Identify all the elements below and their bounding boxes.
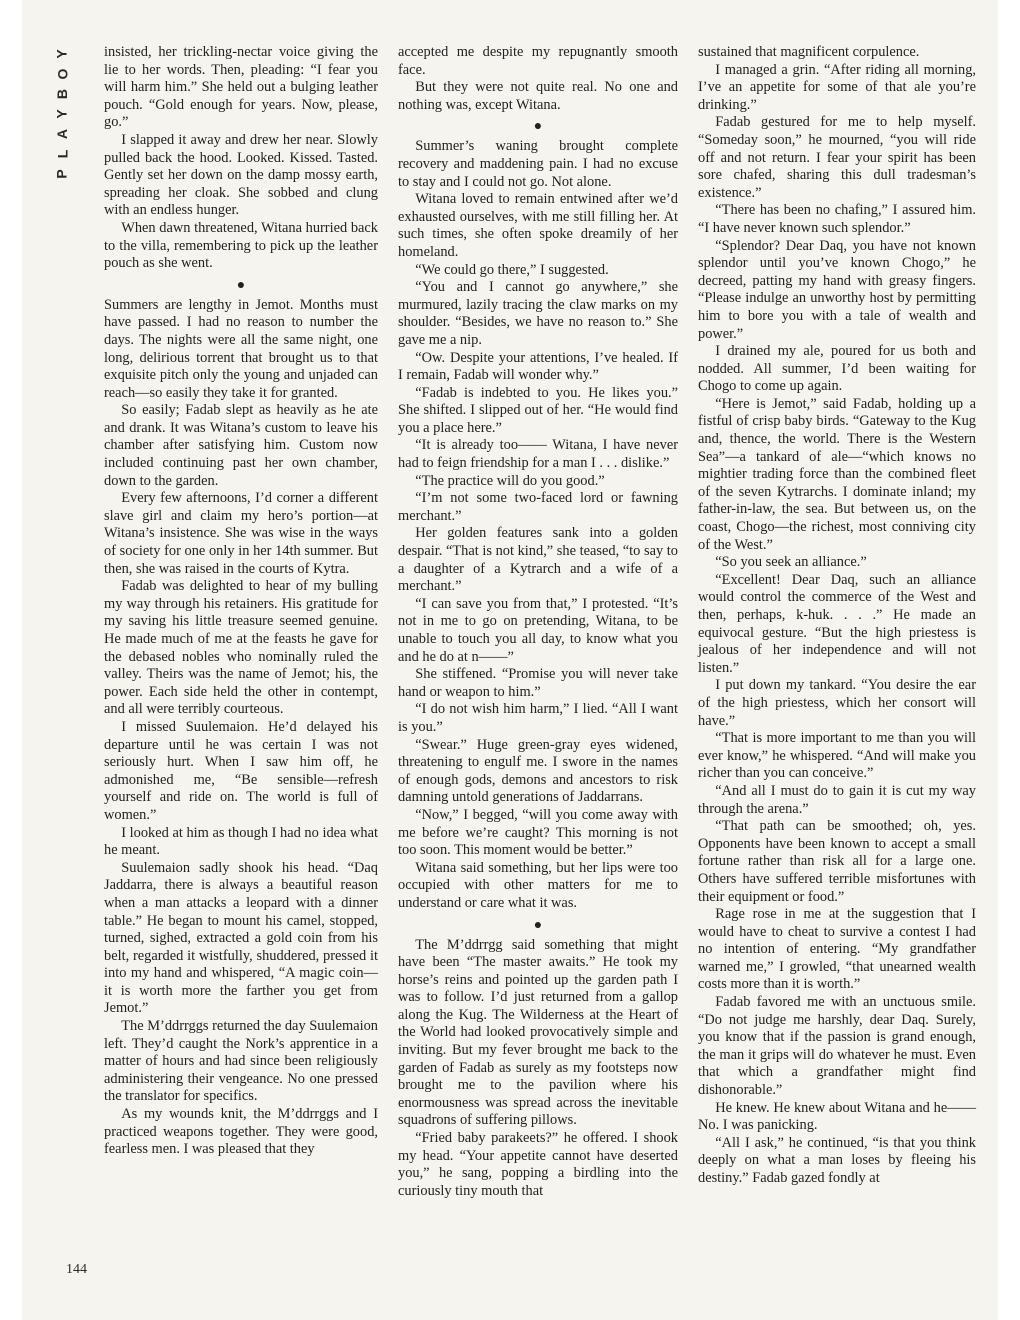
paragraph: insisted, her trickling-nectar voice giving the lie to her words. Then, pleading: “I fear you will harm him.” She held out a bulging leather pouch. “Gold enough for years. Now, please, go.” (104, 44, 378, 131)
paragraph: He knew. He knew about Witana and he—— No. I was panicking. (698, 1099, 976, 1134)
paragraph: I slapped it away and drew her near. Slowly pulled back the hood. Looked. Kissed. Tasted. Gently set her down on the damp mossy earth, spreading her cloak. She sobbed and clung with an endless hunger. (104, 131, 378, 219)
masthead-letter: P (54, 169, 70, 179)
paragraph: “There has been no chafing,” I assured him. “I have never known such splendor.” (698, 202, 976, 236)
section-separator: ● (533, 119, 543, 135)
paragraph: “And all I must do to gain it is cut my way through the arena.” (698, 782, 976, 817)
paragraph: When dawn threatened, Witana hurried back to the villa, remembering to pick up the leather pouch as she went. (104, 219, 378, 272)
paragraph: Fadab was delighted to hear of my bulling my way through his retainers. His gratitude for my saving his little treasure seemed genuine. He made much of me at the feasts he gave for the debased nobles who nominally ruled the valley. Theirs was the name of Jemot; his, the power. Each side held the other in contempt, and all were terribly courteous. (104, 578, 378, 718)
magazine-page (22, 0, 998, 1320)
paragraph: Every few afternoons, I’d corner a different slave girl and claim my hero’s portion—at Witana’s insistence. She was wise in the ways of society for one only in her 14th summer. But then, she was raised in the courts of Kytra. (104, 490, 378, 577)
paragraph: “You and I cannot go anywhere,” she murmured, lazily tracing the claw marks on my shoulder. “Besides, we have no reason to.” She gave me a nip. (398, 279, 678, 348)
paragraph: “Fried baby parakeets?” he offered. I shook my head. “Your appetite cannot have deserted you,” he sang, popping a birdling into the curiously tiny mouth that (398, 1130, 678, 1199)
paragraph: Witana loved to remain entwined after we’d exhausted ourselves, with me still filling her. At such times, she often spoke dreamily of her homeland. (398, 191, 678, 260)
paragraph: sustained that magnificent corpulence. (698, 44, 920, 60)
paragraph: She stiffened. “Promise you will never take hand or weapon to him.” (398, 666, 678, 700)
paragraph: I put down my tankard. “You desire the ear of the high priestess, which her consort will have.” (698, 677, 976, 729)
paragraph: Summers are lengthy in Jemot. Months must have passed. I had no reason to number the days. The nights were all the same night, one long, delirious torrent that brought us to that exquisite pitch only the young and unjaded can reach—so easily they take it for granted. (104, 296, 378, 401)
paragraph: Her golden features sank into a golden despair. “That is not kind,” she teased, “to say to a daughter of a Kytrarch and a wife of a merchant.” (398, 525, 678, 595)
text-column-2 (398, 44, 678, 1200)
masthead-letter: Y (54, 109, 70, 119)
paragraph: The M’ddrrggs returned the day Suulemaion left. They’d caught the Nork’s apprentice in a matter of hours and had since been religiously administering their vengeance. No one pressed the translator for specifics. (104, 1018, 378, 1105)
paragraph: “The practice will do you good.” (415, 472, 605, 489)
paragraph: The M’ddrrgg said something that might have been “The master awaits.” He took my horse’s reins and pointed up the garden path I was to follow. I’d just returned from a gallop along the Kug. The Wilderness at the Heart of the World had looked provocatively simple and inviting. But my fever brought me back to the garden of Fadab as surely as my footsteps now brought me to the pavilion where his enormousness was spread across the inevitable squadrons of suffering pillows. (398, 936, 678, 1129)
text-column-3 (698, 44, 976, 1188)
paragraph: accepted me despite my repugnantly smooth face. (398, 44, 678, 78)
paragraph: “Splendor? Dear Daq, you have not known splendor until you’ve known Chogo,” he decreed, patting my hand with greasy fingers. “Please indulge an unworthy host by permitting him to bore you with a tale of wealth and power.” (698, 237, 976, 342)
paragraph: “It is already too—— Witana, I have never had to feign friendship for a man I . . . dislike.” (398, 437, 678, 472)
paragraph: “That path can be smoothed; oh, yes. Opponents have been known to accept a small fortune rather than risk all for a large one. Others have suffered terrible misfortunes with their equipment or food.” (698, 818, 976, 905)
paragraph: “All I ask,” he continued, “is that you think deeply on what a man loses by fleeing his destiny.” Fadab gazed fondly at (698, 1134, 976, 1186)
page-number: 144 (66, 1262, 87, 1277)
paragraph: Fadab gestured for me to help myself. “Someday soon,” he mourned, “you will ride off and not return. I fear your spirit has been sore chafed, sharing this dull tradesman’s existence.” (698, 114, 976, 201)
paragraph: “I do not wish him harm,” I lied. “All I want is you.” (398, 701, 678, 735)
paragraph: So easily; Fadab slept as heavily as he ate and drank. It was Witana’s custom to leave his chamber after satisfying him. Custom now included continuing past her own chamber, down to the garden. (104, 402, 378, 489)
paragraph: “That is more important to me than you will ever know,” he whispered. “And will make you richer than you can conceive.” (698, 730, 976, 782)
masthead-letter: Y (54, 49, 70, 59)
paragraph: Rage rose in me at the suggestion that I would have to cheat to survive a contest I had no intention of entering. “My grandfather warned me,” I growled, “that unearned wealth costs more than it is worth.” (698, 906, 976, 993)
text-column-1 (104, 44, 378, 1159)
paragraph: “Fadab is indebted to you. He likes you.” She shifted. I slipped out of her. “He would find you a place here.” (398, 384, 678, 436)
section-separator: ● (236, 277, 246, 293)
paragraph: “Swear.” Huge green-gray eyes widened, threatening to engulf me. I swore in the names of enough gods, demons and ancestors to risk damning untold generations of Jaddarrans. (398, 736, 678, 806)
paragraph: “Now,” I begged, “will you come away with me before we’re caught? This morning is not too soon. This moment would be better.” (398, 806, 678, 859)
paragraph: Witana said something, but her lips were too occupied with other matters for me to understand or care what it was. (398, 859, 678, 911)
paragraph: “We could go there,” I suggested. (415, 261, 609, 278)
paragraph: But they were not quite real. No one and nothing was, except Witana. (398, 79, 678, 113)
paragraph: I looked at him as though I had no idea what he meant. (104, 824, 378, 859)
paragraph: Fadab favored me with an unctuous smile. “Do not judge me harshly, dear Daq. Surely, you know that if the passion is grand enough, the man it grips will do whatever he must. Even that which a grandfather might find dishonorable.” (698, 994, 976, 1099)
paragraph: I missed Suulemaion. He’d delayed his departure until he was certain I was not seriously hurt. When I saw him off, he admonished me, “Be sensible—refresh yourself and ride on. The world is full of women.” (104, 718, 378, 823)
paragraph: “Here is Jemot,” said Fadab, holding up a fistful of crisp baby birds. “Gateway to the Kug and, thence, the world. There is the Western Sea”—a tankard of ale—“which knows no mightier trading force than the combined fleet of the seven Kytrarchs. I dominate inland; my father-in-law, the sea. But between us, on the coast, Chogo—the richest, most conniving city of the West.” (698, 395, 976, 553)
paragraph: I managed a grin. “After riding all morning, I’ve an appetite for some of that ale you’re drinking.” (698, 61, 976, 113)
masthead-letter: L (54, 149, 70, 159)
paragraph: “So you seek an alliance.” (715, 554, 867, 571)
paragraph: “Excellent! Dear Daq, such an alliance would control the commerce of the West and then, perhaps, k-huk. . . .” He made an equivocal gesture. “But the high priestess is jealous of her independence and will not listen.” (698, 571, 976, 676)
masthead-letter: A (54, 128, 70, 140)
magazine-masthead (52, 44, 72, 184)
paragraph: Summer’s waning brought complete recovery and maddening pain. I had no excuse to stay and I could not go. Not alone. (398, 138, 678, 190)
paragraph: “Ow. Despite your attentions, I’ve healed. If I remain, Fadab will wonder why.” (398, 349, 678, 384)
masthead-letter: O (53, 68, 70, 80)
paragraph: Suulemaion sadly shook his head. “Daq Jaddarra, there is always a beautiful reason when a man attacks a leopard with a dinner table.” He began to mount his camel, stopped, turned, sighed, extracted a gold coin from his belt, regarded it wistfully, shuddered, pressed it into my hand and whispered, “A magic coin—it is worth more the farther you get from Jemot.” (104, 859, 378, 1017)
paragraph: I drained my ale, poured for us both and nodded. All summer, I’d been waiting for Chogo to come up again. (698, 343, 976, 395)
paragraph: “I can save you from that,” I protested. “It’s not in me to go on pretending, Witana, to be unable to touch you all day, to know what you and he do at n——” (398, 595, 678, 665)
paragraph: “I’m not some two-faced lord or fawning merchant.” (398, 490, 678, 524)
masthead-letter: B (54, 88, 70, 100)
paragraph: As my wounds knit, the M’ddrrggs and I practiced weapons together. They were good, fearless men. I was pleased that they (104, 1106, 378, 1158)
section-separator: ● (533, 917, 543, 933)
